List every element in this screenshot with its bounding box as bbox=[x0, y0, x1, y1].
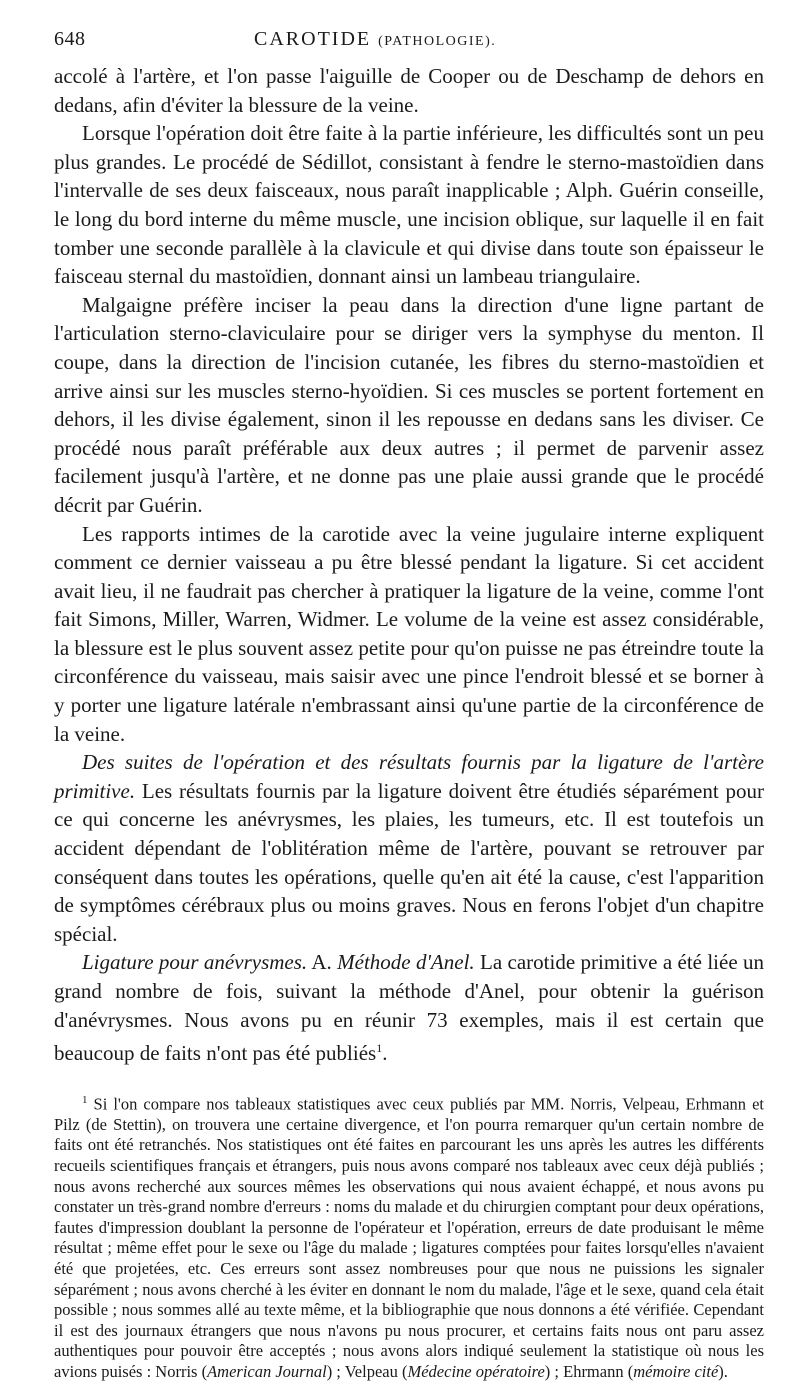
paragraph-2: Lorsque l'opération doit être faite à la partie inférieure, les difficultés sont un peu plus grandes. Le procédé de Sédillot, consistant à fendre le sterno-mastoïdien dans l'intervalle de ses deux faisceaux, nous paraît inapplicable ; Alph. Guérin conseille, le long du bord interne du même muscle, une incision oblique, sur laquelle il en fait tomber une seconde parallèle à la clavicule et qui divise dans toute son épaisseur le faisceau sternal du mastoïdien, donnant ainsi un lambeau triangulaire. bbox=[54, 121, 764, 289]
footnote-text-d: ). bbox=[718, 1362, 728, 1381]
section-heading-results: Des suites de l'opération et des résultats fournis par la ligature de l'artère primitive. bbox=[54, 750, 764, 803]
footnote-text-a: Si l'on compare nos tableaux statistiques avec ceux publiés par MM. Norris, Velpeau, Erhmann et Pilz (de Stettin), on trouvera une certaine divergence, et l'on pourra remarquer qu'un certain nombre de faits ont été retranchés. Nos statistiques ont été faites en parcourant les uns après les autres les différents recueils scientifiques français et étrangers, puis nous avons comparé nos tableaux avec ceux déjà publiés ; nous avons recherché aux sources mêmes les observations qui nous avaient échappé, et nous avons pu constater un très-grand nombre d'erreurs : noms du malade et du chirurgien comptant pour deux opérations, fautes d'impression doublant la personne de l'opérateur et l'opération, erreurs de date produisant le même résultat ; même effet pour le sexe ou l'âge du malade ; ligatures comptées pour faites lorsqu'elles n'avaient été que projetées, etc. Ces erreurs sont assez nombreuses pour que nous ne puissions les signaler séparément ; nous avons cherché à les éviter en donnant le nom du malade, l'âge et le sexe, quand cela était possible ; nous sommes allé au texte même, et la bibliographie que nous donnons a été vérifiée. Cependant il est des journaux étrangers que nous n'avons pu nous procurer, et certains faits nous ont paru assez authentiques pour pouvoir être acceptés ; nous avons alors indiqué seulement la statistique où nous les avions puisés : Norris ( bbox=[54, 1094, 764, 1381]
body-text bbox=[54, 62, 764, 1068]
footnote-citation-velpeau: Médecine opératoire bbox=[407, 1362, 545, 1381]
footnote-text-b: ) ; Velpeau ( bbox=[326, 1362, 408, 1381]
running-title bbox=[254, 28, 496, 51]
footnote-1 bbox=[54, 1090, 764, 1383]
footnotes bbox=[54, 1090, 764, 1383]
running-head bbox=[54, 28, 764, 62]
paragraph-4: Les rapports intimes de la carotide avec la veine jugulaire interne expliquent comment ce dernier vaisseau a pu être blessé pendant la ligature. Si cet accident avait lieu, il ne faudrait pas chercher à pratiquer la ligature de la veine, comme l'ont fait Simons, Miller, Warren, Widmer. Le volume de la veine est assez considérable, la blessure est le plus souvent assez petite pour qu'on puisse ne pas étreindre toute la circonférence du vaisseau, mais saisir avec une pince l'endroit blessé et se borner à y porter une ligature latérale n'embrassant ainsi qu'une partie de la circonférence de la veine. bbox=[54, 521, 764, 746]
paragraph-6-end: . bbox=[382, 1041, 388, 1066]
page-number: 648 bbox=[54, 28, 86, 50]
paragraph-5-text: Les résultats fournis par la ligature doivent être étudiés séparément pour ce qui concerne les anévrysmes, les plaies, les tumeurs, etc. Il est toutefois un accident dépendant de l'oblitération même de l'artère, pouvant se retrouver par conséquent dans toutes les opérations, quelle qu'en ait été la cause, c'est l'apparition de symptômes cérébraux plus ou moins graves. Nous en ferons l'objet d'un chapitre spécial. bbox=[54, 778, 764, 946]
footnote-citation-norris: American Journal bbox=[207, 1362, 327, 1381]
section-heading-anel: Méthode d'Anel. bbox=[337, 950, 475, 975]
footnote-reference[interactable]: 1 bbox=[376, 1041, 383, 1056]
paragraph-1: accolé à l'artère, et l'on passe l'aiguille de Cooper ou de Deschamp de dehors en dedans, afin d'éviter la blessure de la veine. bbox=[54, 64, 764, 117]
paragraph-6-label: A. bbox=[307, 950, 338, 975]
paragraph-3: Malgaigne préfère inciser la peau dans la direction d'une ligne partant de l'articulation sterno-claviculaire pour se diriger vers la symphyse du menton. Il coupe, dans la direction de l'incision cutanée, les fibres du sterno-mastoïdien et arrive ainsi sur les muscles sterno-hyoïdien. Si ces muscles se portent fortement en dehors, il les divise également, sinon il les repousse en dedans sans les diviser. Ce procédé nous paraît préférable aux deux autres ; il permet de parvenir assez facilement jusqu'à l'artère, et ne donne pas une plaie aussi grande que le procédé décrit par Guérin. bbox=[54, 292, 764, 517]
paragraph-6-text: La carotide primitive a été liée un grand nombre de fois, suivant la méthode d'Anel, pour obtenir la guérison d'anévrysmes. Nous avons pu en réunir 73 exemples, mais il est certain que beaucoup de faits n'ont pas été publiés bbox=[54, 950, 764, 1066]
running-title-sub: (PATHOLOGIE). bbox=[378, 34, 497, 49]
footnote-citation-ehrmann: mémoire cité bbox=[633, 1362, 719, 1381]
running-title-main: CAROTIDE bbox=[254, 28, 372, 50]
footnote-text-c: ) ; Ehrmann ( bbox=[544, 1362, 634, 1381]
section-heading-aneurysms: Ligature pour anévrysmes. bbox=[82, 950, 308, 975]
footnote-mark: 1 bbox=[82, 1093, 88, 1106]
paragraph-5 bbox=[54, 748, 764, 948]
paragraph-6 bbox=[54, 948, 764, 1067]
